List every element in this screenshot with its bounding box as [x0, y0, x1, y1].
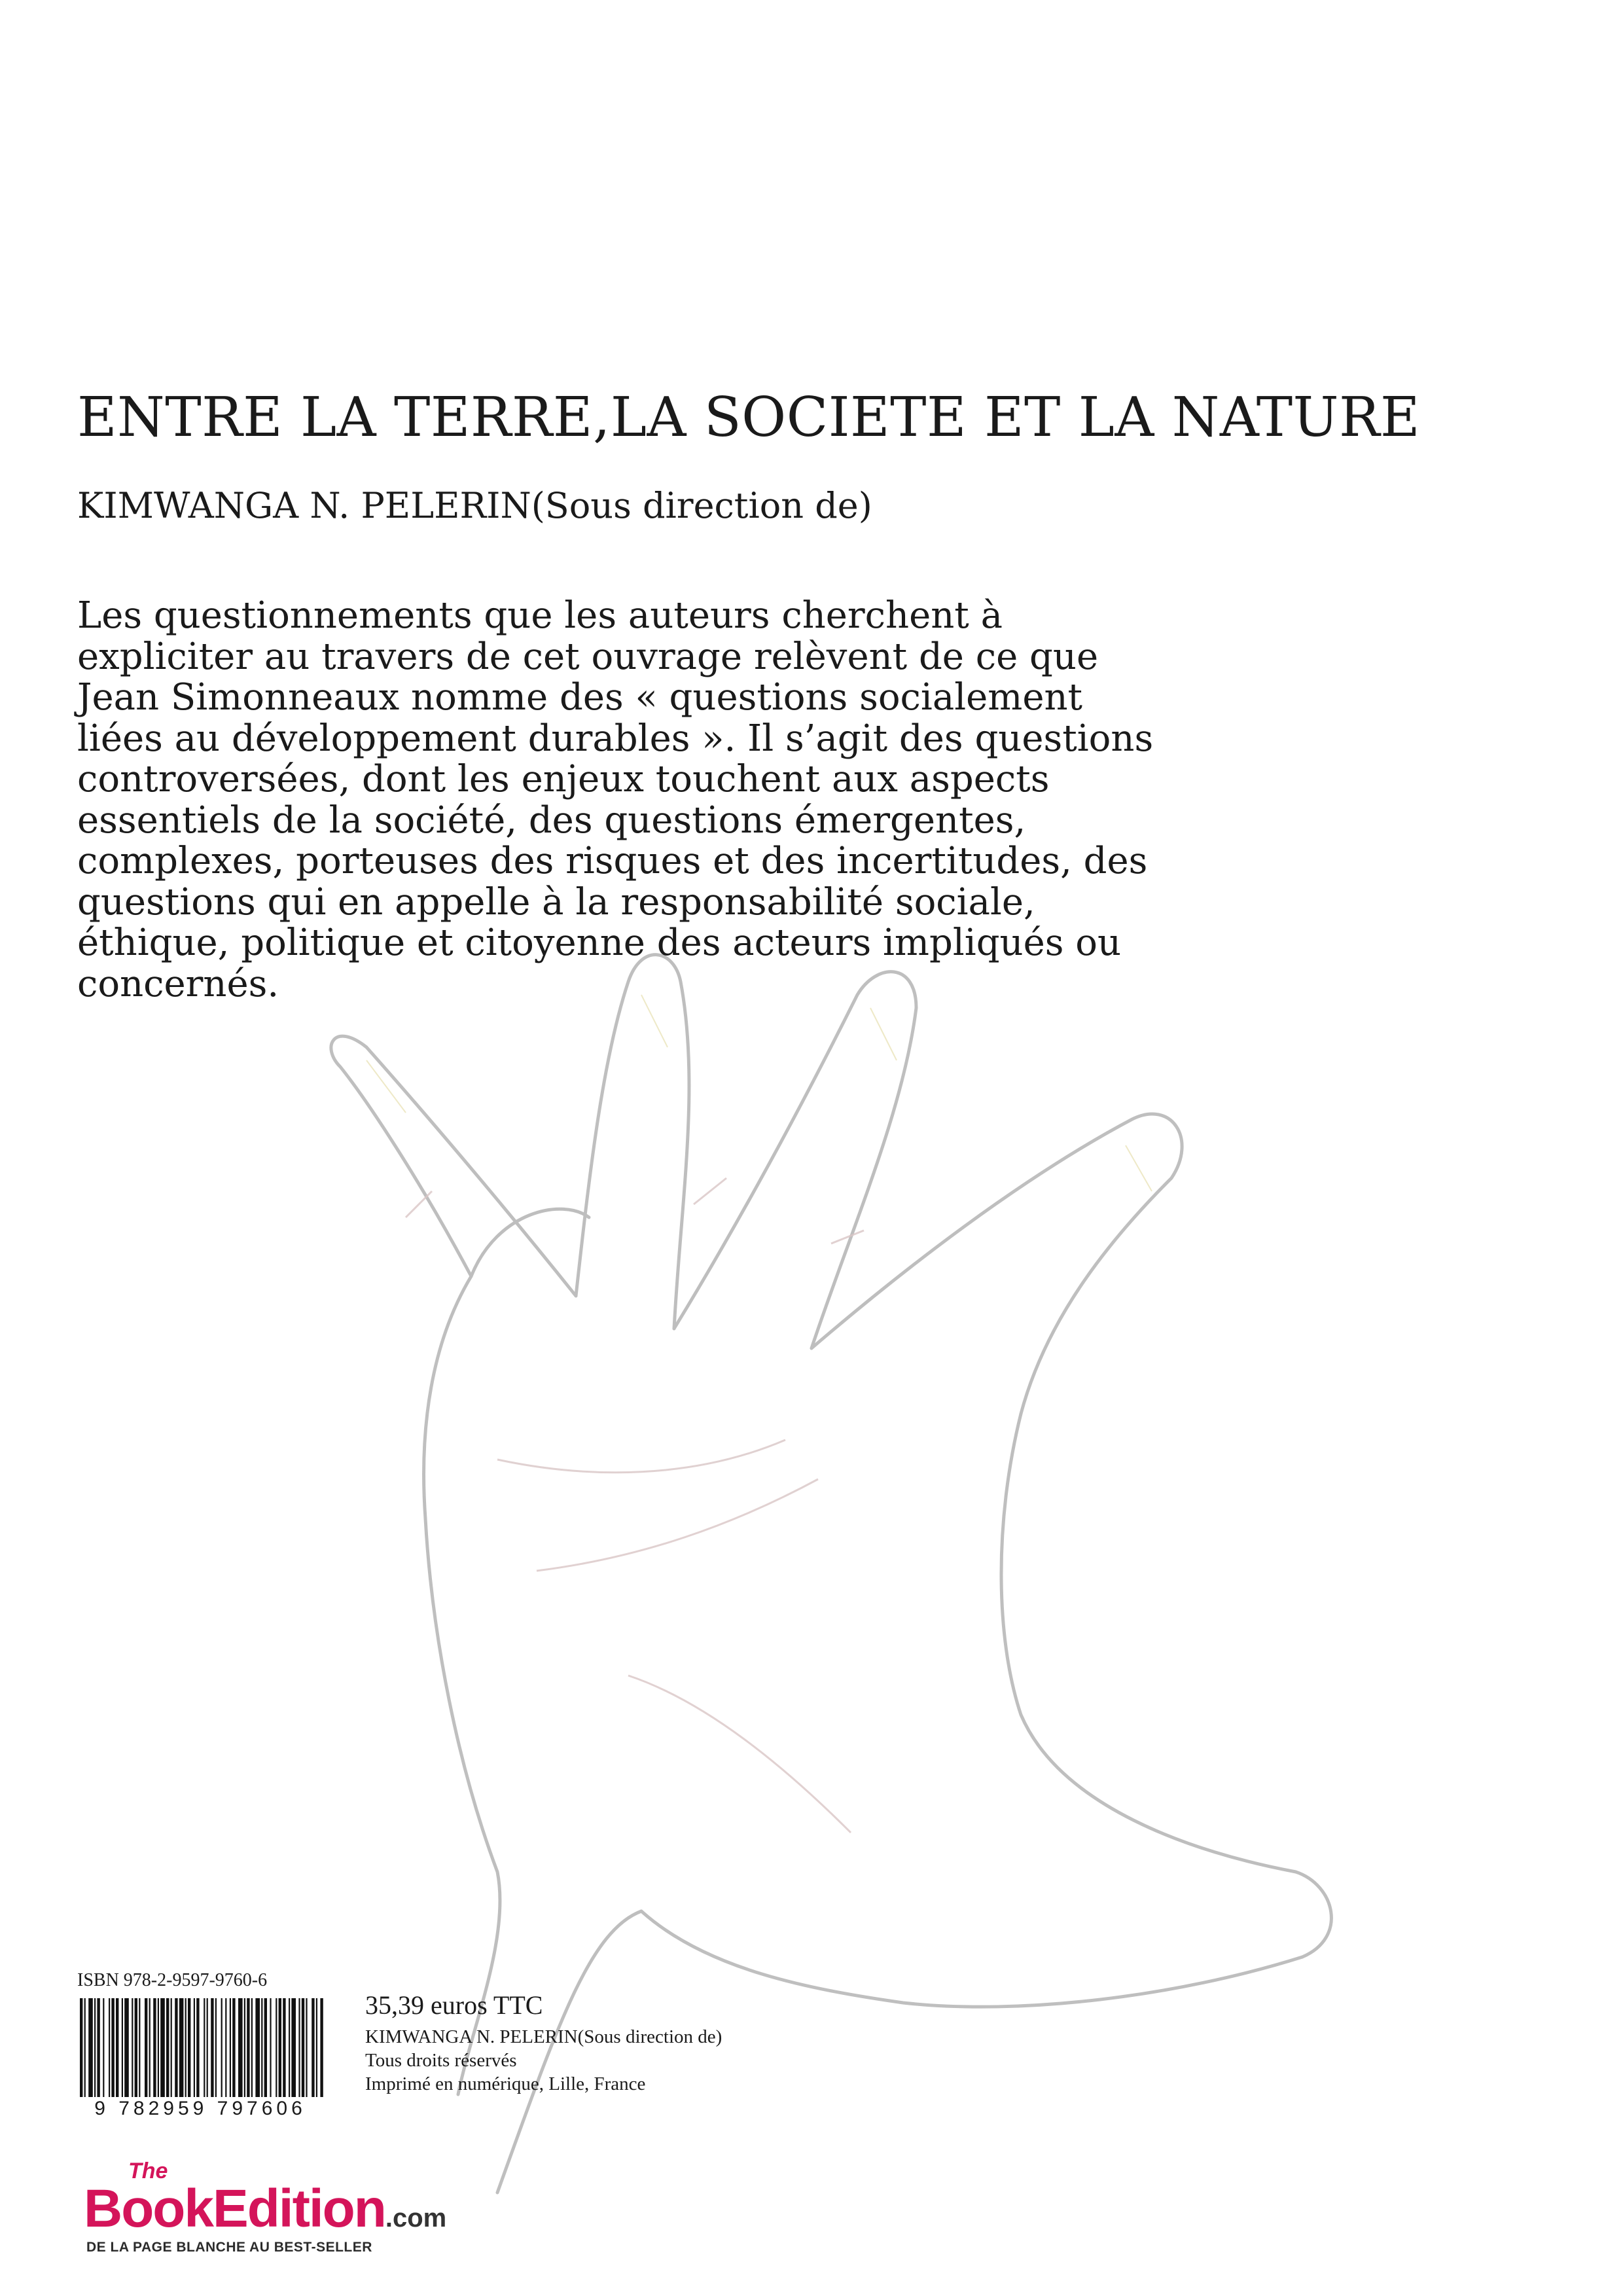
summary-line: expliciter au travers de cet ouvrage relèvent de ce que	[77, 635, 1099, 678]
summary-line: Les questionnements que les auteurs cherchent à	[77, 594, 1003, 637]
logo-wordmark	[84, 2178, 446, 2240]
isbn-label: ISBN 978-2-9597-9760-6	[77, 1970, 268, 1990]
info-author: KIMWANGA N. PELERIN(Sous direction de)	[365, 2026, 722, 2047]
bookedition-logo	[84, 2159, 476, 2257]
summary-line: complexes, porteuses des risques et des incertitudes, des	[77, 840, 1148, 882]
logo-the: The	[128, 2159, 168, 2183]
summary-line: controversées, dont les enjeux touchent aux aspects	[77, 758, 1050, 800]
summary-line: essentiels de la société, des questions émergentes,	[77, 798, 1026, 842]
logo-tagline: DE LA PAGE BLANCHE AU BEST-SELLER	[86, 2240, 372, 2255]
info-rights: Tous droits réservés	[365, 2050, 517, 2071]
barcode-number: 9 782959 797606	[77, 2097, 323, 2121]
summary-line: éthique, politique et citoyenne des acteurs impliqués ou	[77, 922, 1122, 964]
summary-line: liées au développement durables ». Il s’agit des questions	[77, 717, 1154, 760]
book-title: ENTRE LA TERRE,LA SOCIETE ET LA NATURE	[77, 386, 1421, 449]
summary-line: Jean Simonneaux nomme des « questions socialement	[77, 676, 1083, 719]
publication-info	[365, 2025, 722, 2096]
book-summary	[77, 596, 1229, 1005]
summary-line: questions qui en appelle à la responsabilité sociale,	[77, 880, 1035, 924]
book-author: KIMWANGA N. PELERIN(Sous direction de)	[77, 485, 872, 526]
logo-dotcom: .com	[385, 2204, 447, 2233]
info-printed: Imprimé en numérique, Lille, France	[365, 2073, 646, 2094]
logo-main-text: BookEdition	[84, 2179, 385, 2238]
price: 35,39 euros TTC	[365, 1990, 543, 2020]
summary-line: concernés.	[77, 962, 279, 1005]
